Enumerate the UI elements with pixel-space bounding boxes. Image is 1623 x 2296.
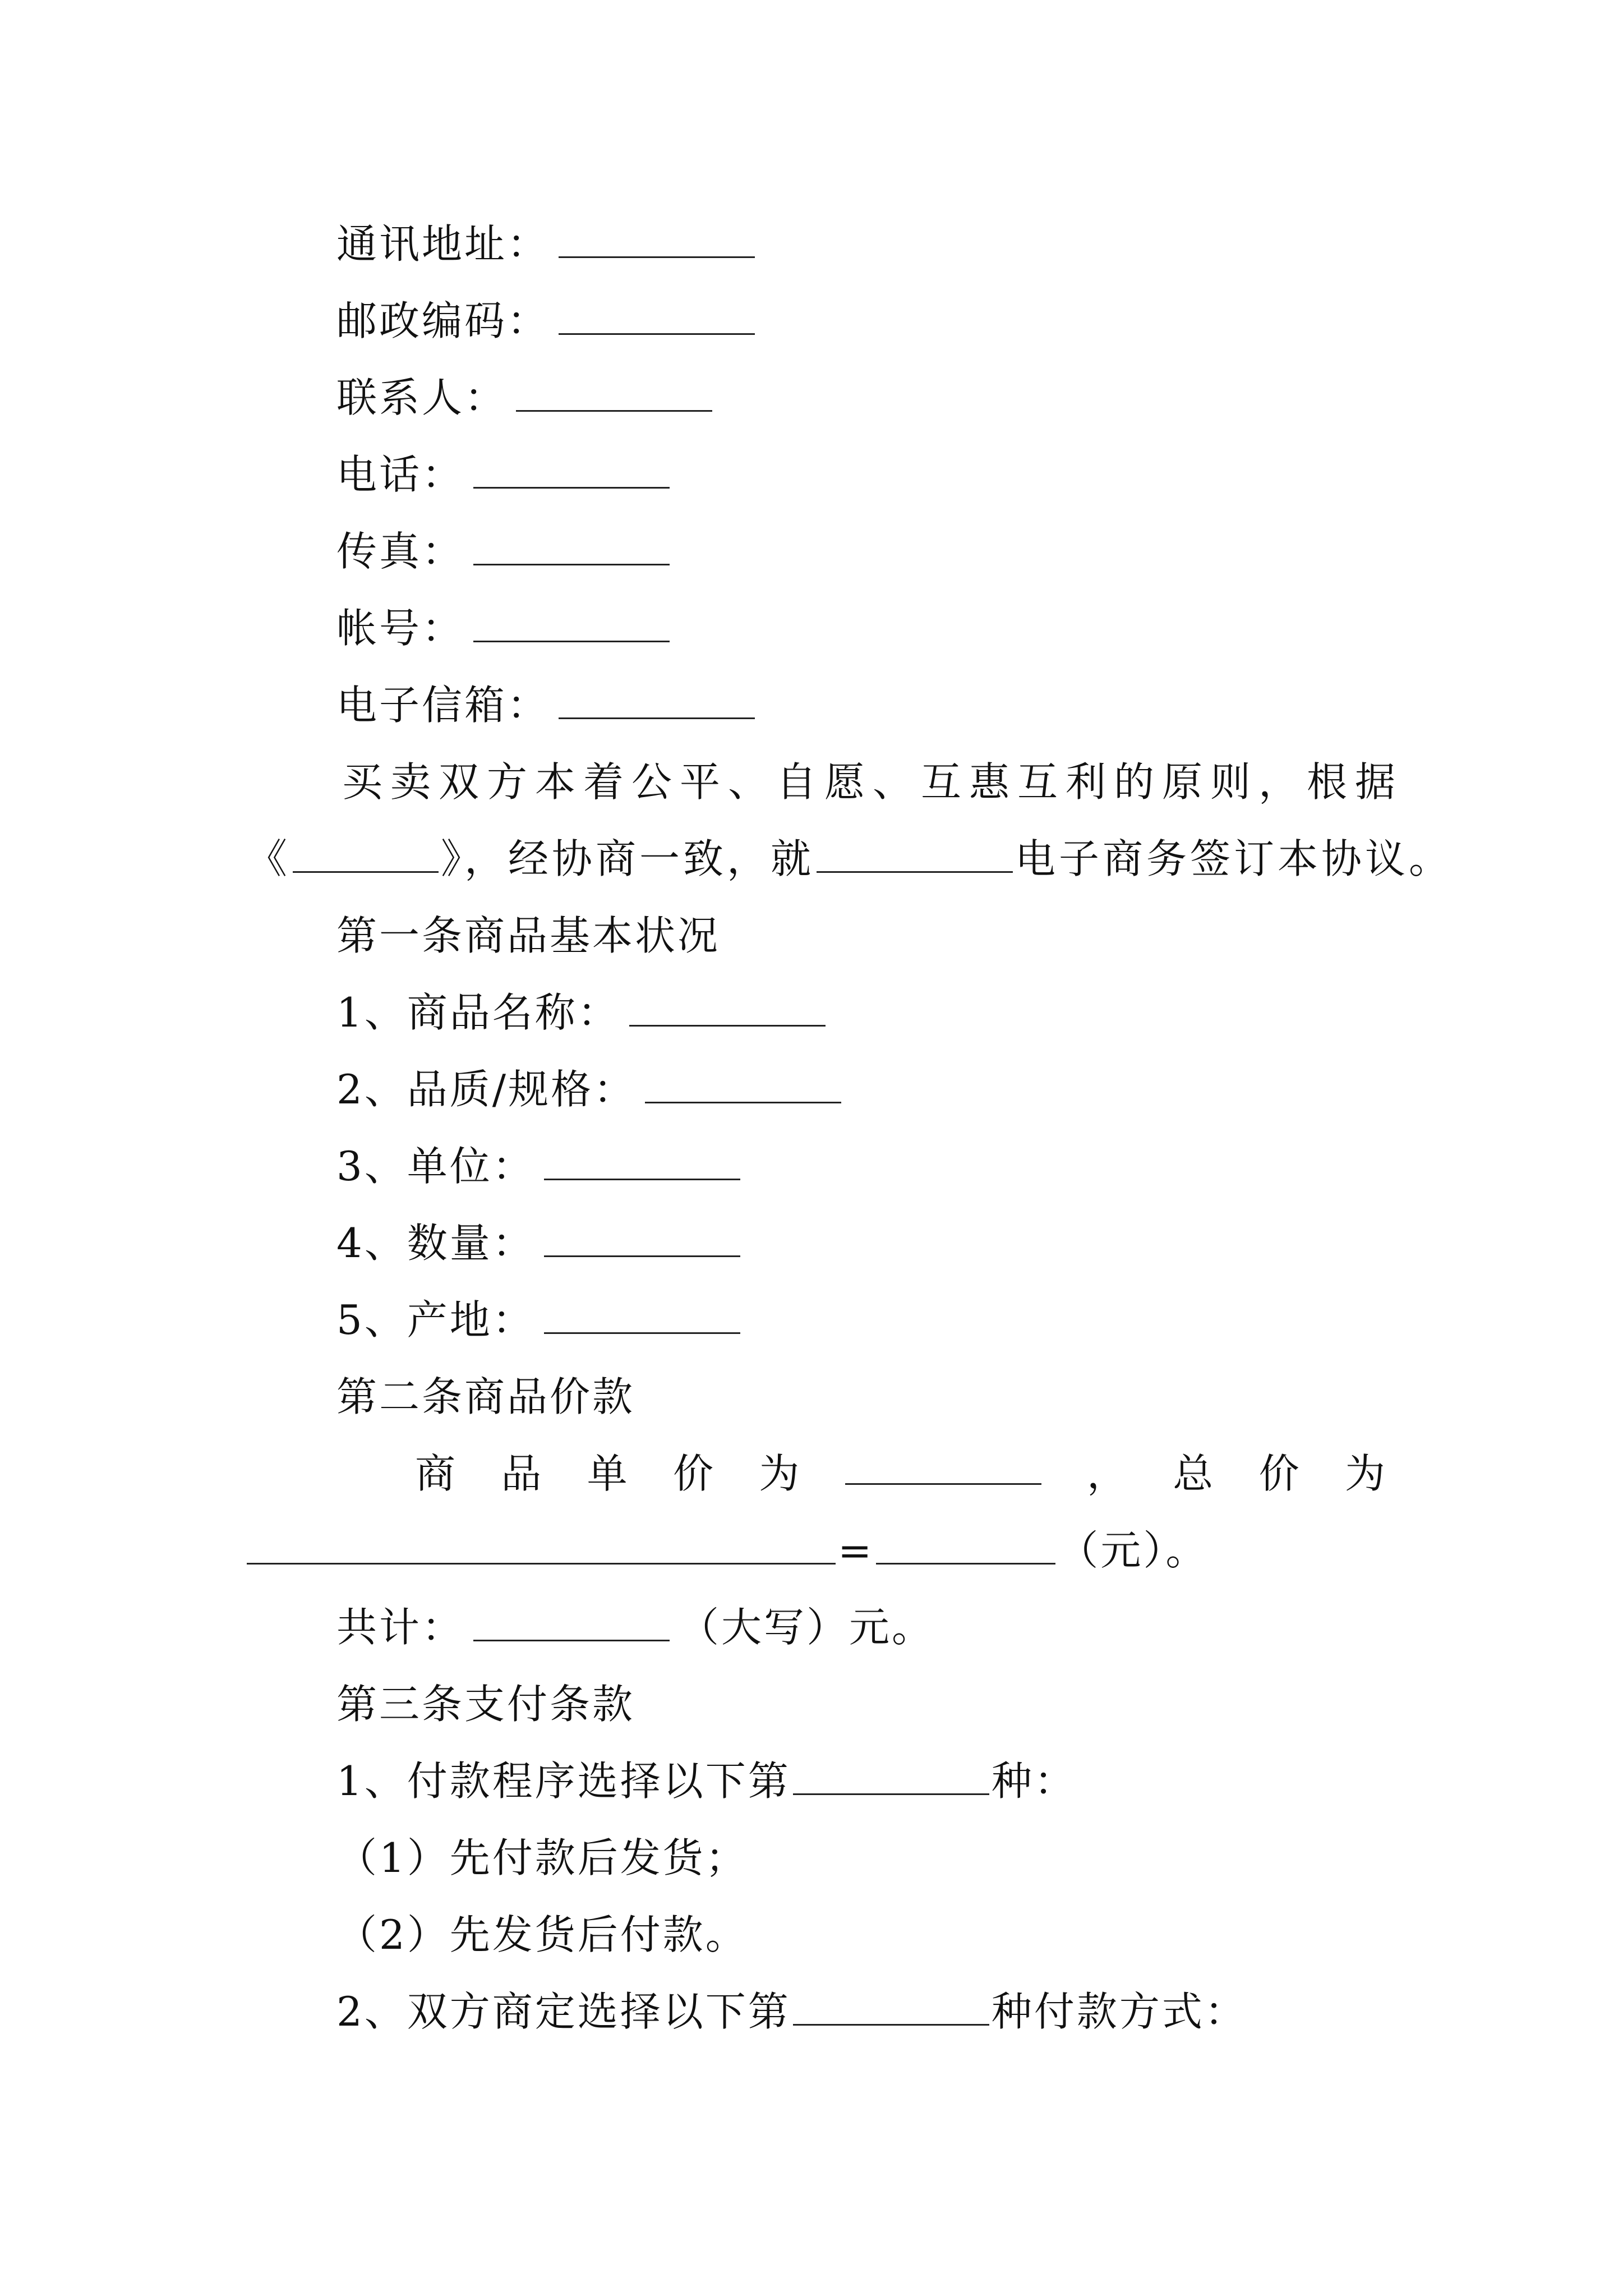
blank-line (629, 984, 826, 1027)
blank-line (793, 1753, 989, 1795)
field-label: 通讯地址： (336, 220, 550, 268)
blank-line (473, 600, 670, 642)
blank-line (544, 1138, 740, 1180)
intro-line-1: 买卖双方本着公平、自愿、互惠互利的原则，根据 (342, 758, 1404, 806)
price-char: 为 (1344, 1450, 1385, 1497)
price-char: 单 (587, 1450, 628, 1497)
blank-line (473, 447, 670, 489)
field-label: 电子信箱： (336, 682, 550, 729)
price-comma: ， (1086, 1450, 1127, 1497)
article1-item-name (336, 982, 834, 1043)
blank-line (247, 1522, 836, 1565)
blank-line (645, 1061, 841, 1103)
price-char: 为 (759, 1450, 800, 1497)
blank-line (473, 523, 670, 565)
article2-sum-line (336, 1596, 934, 1658)
field-address (336, 213, 764, 275)
price-char: 价 (672, 1450, 713, 1497)
blank-line (876, 1522, 1055, 1565)
article2-total-line (247, 1520, 1208, 1581)
sum-label: 共计： (336, 1604, 465, 1651)
blank-line (845, 1443, 1041, 1485)
field-phone (336, 444, 679, 505)
article3-item1 (336, 1750, 1077, 1812)
article3-title: 第三条支付条款 (336, 1681, 635, 1728)
article3-option2: （2）先发货后付款。 (336, 1911, 748, 1958)
blank-line (293, 831, 439, 873)
item-label: 1、商品名称： (336, 989, 620, 1036)
item-label: 3、单位： (336, 1143, 535, 1190)
price-char: 总 (1173, 1450, 1214, 1497)
article2-price-line (415, 1443, 1385, 1504)
intro-suffix: 电子商务签订本协议。 (1015, 835, 1453, 882)
field-label: 邮政编码： (336, 297, 550, 344)
blank-line (559, 293, 755, 335)
field-contact (336, 367, 721, 429)
article1-item-unit (336, 1135, 749, 1197)
sum-suffix: （大写）元。 (679, 1604, 935, 1651)
price-char: 品 (501, 1450, 542, 1497)
equals-sign: = (838, 1527, 874, 1574)
field-postcode (336, 290, 764, 352)
article1-title: 第一条商品基本状况 (336, 912, 721, 959)
blank-line (793, 1984, 989, 2026)
blank-line (559, 677, 755, 719)
field-label: 帐号： (336, 605, 465, 652)
article3-item2 (336, 1981, 1247, 2042)
intro-line-2 (247, 828, 1453, 890)
item-suffix: 种： (991, 1757, 1077, 1805)
price-char: 商 (415, 1450, 456, 1497)
intro-mid: 》，经协商一致，就 (441, 835, 815, 882)
blank-line (544, 1215, 740, 1257)
field-account (336, 597, 679, 659)
blank-line (817, 831, 1013, 873)
blank-line (516, 370, 712, 412)
item-label: 1、付款程序选择以下第 (336, 1757, 791, 1805)
field-label: 电话： (336, 451, 465, 498)
field-label: 传真： (336, 528, 465, 575)
price-char: 价 (1258, 1450, 1299, 1497)
field-email (336, 674, 764, 736)
article1-item-quantity (336, 1212, 749, 1274)
blank-line (544, 1292, 740, 1334)
item-label: 2、双方商定选择以下第 (336, 1988, 791, 2035)
yuan-label: （元）。 (1058, 1527, 1209, 1574)
article2-title: 第二条商品价款 (336, 1373, 635, 1420)
field-label: 联系人： (336, 374, 508, 421)
blank-line (473, 1599, 670, 1641)
article1-item-origin (336, 1289, 749, 1351)
article3-option1: （1）先付款后发货； (336, 1834, 748, 1881)
item-label: 4、数量： (336, 1220, 535, 1267)
article1-item-spec (336, 1059, 850, 1120)
field-fax (336, 521, 679, 582)
intro-open-quote: 《 (247, 835, 291, 882)
item-suffix: 种付款方式： (991, 1988, 1247, 2035)
blank-line (559, 216, 755, 258)
item-label: 2、品质/规格： (336, 1066, 637, 1113)
item-label: 5、产地： (336, 1296, 535, 1343)
